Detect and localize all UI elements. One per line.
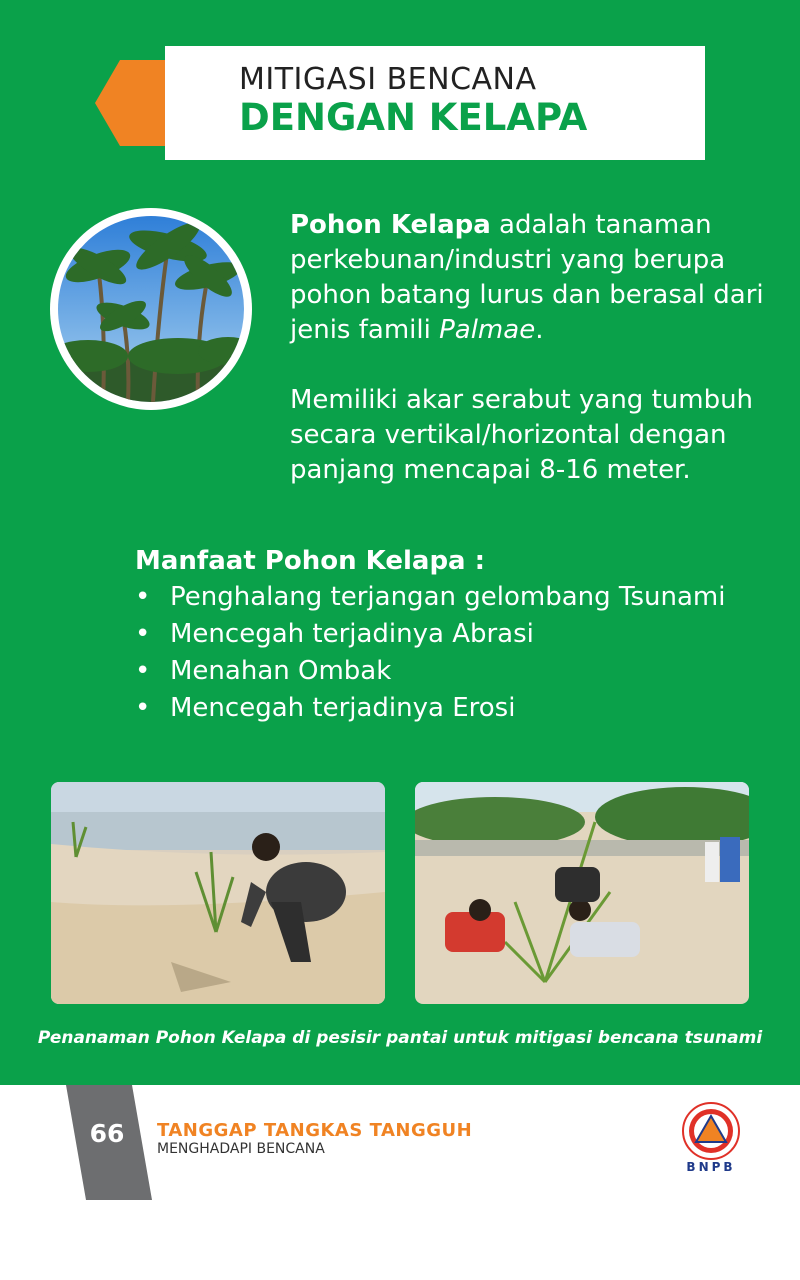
- benefit-text: Mencegah terjadinya Erosi: [170, 693, 516, 723]
- planting-photo-right: [415, 782, 749, 1004]
- list-item: [135, 653, 725, 690]
- list-item: [135, 616, 725, 653]
- planting-illustration-left: [51, 782, 385, 1004]
- photo-caption: Penanaman Pohon Kelapa di pesisir pantai untuk mitigasi bencana tsunami: [37, 1028, 763, 1048]
- planting-photo-left: [51, 782, 385, 1004]
- title-box: [165, 46, 705, 160]
- bullet: •: [135, 656, 151, 686]
- bullet: •: [135, 693, 151, 723]
- bullet: •: [135, 582, 151, 612]
- coconut-trees-illustration: [58, 216, 244, 402]
- page-title-line2: DENGAN KELAPA: [239, 96, 588, 139]
- intro-definition: adalah tanaman perkebunan/industri yang berupa pohon batang lurus dan berasal dari jenis famili: [290, 210, 764, 345]
- intro-text: [290, 208, 770, 488]
- bnpb-logo-icon: [682, 1102, 740, 1160]
- benefits-title: Manfaat Pohon Kelapa :: [135, 546, 486, 576]
- benefit-text: Menahan Ombak: [170, 656, 392, 686]
- logo-text: BNPB: [686, 1160, 736, 1174]
- footer-title: TANGGAP TANGKAS TANGGUH: [157, 1120, 473, 1141]
- footer-subtitle: MENGHADAPI BENCANA: [157, 1141, 325, 1157]
- intro-end: .: [535, 315, 544, 345]
- page-number: 66: [89, 1119, 125, 1148]
- benefits-section: [135, 543, 725, 727]
- list-item: [135, 579, 725, 616]
- benefit-text: Penghalang terjangan gelombang Tsunami: [170, 582, 726, 612]
- benefit-text: Mencegah terjadinya Abrasi: [170, 619, 534, 649]
- intro-family-name: Palmae: [439, 315, 536, 345]
- intro-paragraph-1: [290, 208, 770, 348]
- benefits-list: [135, 579, 725, 727]
- page-title-line1: MITIGASI BENCANA: [239, 62, 537, 97]
- intro-paragraph-2: Memiliki akar serabut yang tumbuh secara vertikal/horizontal dengan panjang mencapai 8-16 meter.: [290, 385, 754, 485]
- coconut-trees-photo: [50, 208, 252, 410]
- intro-term: Pohon Kelapa: [290, 210, 491, 240]
- planting-illustration-right: [415, 782, 749, 1004]
- list-item: [135, 690, 725, 727]
- bullet: •: [135, 619, 151, 649]
